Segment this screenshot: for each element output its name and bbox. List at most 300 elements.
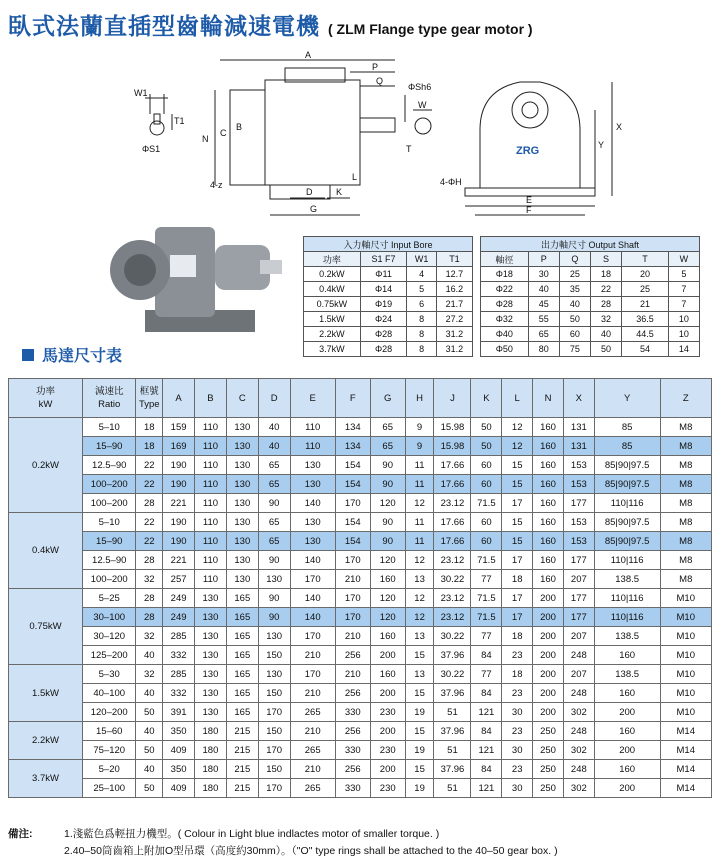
column-header	[660, 379, 711, 418]
flange-outline	[230, 90, 265, 185]
table-cell: 160	[370, 627, 405, 646]
table-cell: 160	[594, 760, 660, 779]
output-shaft-caption: 出力軸尺寸 Output Shaft	[481, 237, 700, 252]
table-cell: 65	[258, 532, 290, 551]
table-row	[9, 494, 712, 513]
table-cell: 350	[163, 760, 195, 779]
table-cell: 140	[290, 589, 335, 608]
header-label: C	[238, 392, 246, 404]
table-cell: 180	[195, 722, 227, 741]
note-line-2: 2.40–50筒齒箱上附加O型吊環（高度約30mm）。（"O" type rings shall be attached to the 40–50 gear box. )	[64, 845, 558, 857]
table-cell: 330	[335, 741, 370, 760]
table-row	[9, 532, 712, 551]
table-cell: 230	[370, 703, 405, 722]
end-view-outline	[480, 82, 580, 188]
label-K: K	[336, 187, 343, 197]
table-cell: 138.5	[594, 570, 660, 589]
table-cell: 100–200	[83, 475, 136, 494]
table-cell: 200	[533, 703, 564, 722]
table-cell: 160	[370, 570, 405, 589]
table-cell: 84	[471, 646, 502, 665]
table-cell: 9	[405, 437, 434, 456]
table-cell: 85|90|97.5	[594, 513, 660, 532]
table-cell: 23	[502, 684, 533, 703]
footnotes	[8, 826, 558, 860]
table-row	[9, 665, 712, 684]
table-cell: 210	[335, 570, 370, 589]
table-cell: 160	[533, 570, 564, 589]
table-cell: 50	[471, 437, 502, 456]
table-cell: 248	[563, 684, 594, 703]
table-cell: 170	[335, 551, 370, 570]
table-cell: 6	[407, 297, 437, 312]
table-cell: 28	[136, 608, 163, 627]
table-cell: 40	[590, 327, 621, 342]
table-cell: 8	[407, 312, 437, 327]
table-cell: 170	[335, 494, 370, 513]
table-cell: 248	[563, 646, 594, 665]
table-cell: 110	[195, 513, 227, 532]
label-E: E	[526, 195, 533, 205]
table-cell: 330	[335, 703, 370, 722]
header-label: E	[309, 392, 316, 404]
table-cell: 169	[163, 437, 195, 456]
column-header: S1 F7	[360, 252, 406, 267]
column-header	[502, 379, 533, 418]
table-cell: 130	[290, 513, 335, 532]
table-cell: 15	[502, 513, 533, 532]
table-cell: 22	[136, 456, 163, 475]
table-row	[481, 342, 700, 357]
header-label: G	[384, 392, 392, 404]
label-X: X	[616, 122, 623, 132]
table-cell: 54	[622, 342, 669, 357]
table-cell: 32	[136, 570, 163, 589]
table-cell: 40	[136, 646, 163, 665]
table-cell: 160	[533, 437, 564, 456]
table-cell: 85|90|97.5	[594, 475, 660, 494]
table-cell: 160	[533, 475, 564, 494]
table-cell: 153	[563, 475, 594, 494]
table-cell: 110	[195, 551, 227, 570]
table-cell: Φ28	[481, 297, 529, 312]
table-cell: 85	[594, 418, 660, 437]
table-cell: 130	[258, 570, 290, 589]
table-cell: 138.5	[594, 665, 660, 684]
table-cell: Φ40	[481, 327, 529, 342]
table-cell: 31.2	[436, 342, 472, 357]
column-header: S	[590, 252, 621, 267]
table-cell: 131	[563, 437, 594, 456]
header-label: Z	[682, 392, 689, 404]
column-header: Q	[559, 252, 590, 267]
table-cell: 19	[405, 703, 434, 722]
table-cell: 130	[195, 589, 227, 608]
output-shaft-table	[480, 236, 700, 357]
column-header	[594, 379, 660, 418]
table-cell: 110	[195, 437, 227, 456]
header-sublabel: kW	[38, 399, 53, 410]
table-cell: 51	[434, 779, 471, 798]
table-cell: 37.96	[434, 684, 471, 703]
table-cell: 330	[335, 779, 370, 798]
table-cell: Φ28	[360, 327, 406, 342]
table-cell: 170	[290, 570, 335, 589]
table-cell: Φ11	[360, 267, 406, 282]
table-cell: Φ28	[360, 342, 406, 357]
table-cell: 409	[163, 741, 195, 760]
table-cell: 7	[668, 282, 699, 297]
table-cell: 153	[563, 456, 594, 475]
table-cell: 20	[622, 267, 669, 282]
table-cell: Φ18	[481, 267, 529, 282]
motor-photo	[110, 215, 285, 340]
table-cell: 5–10	[83, 418, 136, 437]
label-B: B	[236, 122, 243, 132]
power-group-cell: 2.2kW	[9, 722, 83, 760]
table-cell: 2.2kW	[304, 327, 361, 342]
table-cell: 154	[335, 475, 370, 494]
table-cell: M10	[660, 646, 711, 665]
table-cell: 249	[163, 589, 195, 608]
header-label: J	[450, 392, 455, 404]
table-cell: 153	[563, 532, 594, 551]
column-header	[163, 379, 195, 418]
table-cell: 17.66	[434, 456, 471, 475]
motor-dimension-table	[8, 378, 712, 798]
label-Q: Q	[376, 76, 384, 86]
table-cell: 50	[136, 779, 163, 798]
table-cell: 8	[407, 342, 437, 357]
table-cell: 12	[405, 494, 434, 513]
table-cell: 28	[136, 551, 163, 570]
table-cell: 65	[370, 437, 405, 456]
table-cell: 4	[407, 267, 437, 282]
table-row	[9, 722, 712, 741]
table-cell: 37.96	[434, 646, 471, 665]
table-cell: 350	[163, 722, 195, 741]
column-header: 軸徑	[481, 252, 529, 267]
table-cell: 30–100	[83, 608, 136, 627]
column-header	[258, 379, 290, 418]
table-cell: 165	[226, 589, 258, 608]
label-S: ΦSh6	[408, 82, 432, 92]
table-cell: 90	[370, 513, 405, 532]
table-cell: 5	[407, 282, 437, 297]
table-cell: Φ32	[481, 312, 529, 327]
table-cell: 160	[533, 494, 564, 513]
table-cell: 200	[370, 760, 405, 779]
table-cell: 110	[290, 437, 335, 456]
header-label: A	[175, 392, 182, 404]
table-cell: 35	[559, 282, 590, 297]
table-cell: 80	[528, 342, 559, 357]
table-cell: 5–30	[83, 665, 136, 684]
table-cell: 71.5	[471, 608, 502, 627]
table-cell: 200	[533, 608, 564, 627]
table-cell: 332	[163, 684, 195, 703]
column-header: P	[528, 252, 559, 267]
table-cell: 409	[163, 779, 195, 798]
table-cell: 110	[195, 456, 227, 475]
table-cell: 110|116	[594, 608, 660, 627]
table-cell: M10	[660, 589, 711, 608]
table-cell: Φ19	[360, 297, 406, 312]
header-label: L	[514, 392, 520, 404]
table-cell: 210	[290, 722, 335, 741]
title-chinese: 臥式法蘭直插型齒輪減速電機	[8, 13, 320, 39]
table-cell: 130	[290, 456, 335, 475]
label-P: P	[372, 62, 379, 72]
table-cell: 23	[502, 760, 533, 779]
table-cell: 200	[370, 684, 405, 703]
table-cell: 15–60	[83, 722, 136, 741]
table-cell: 138.5	[594, 627, 660, 646]
table-cell: 12.5–90	[83, 456, 136, 475]
table-cell: 130	[258, 627, 290, 646]
table-cell: 110	[195, 494, 227, 513]
table-cell: 25	[559, 267, 590, 282]
table-cell: 0.2kW	[304, 267, 361, 282]
column-header	[83, 379, 136, 418]
label-D: D	[306, 187, 313, 197]
table-cell: 110	[195, 532, 227, 551]
table-cell: 0.4kW	[304, 282, 361, 297]
table-cell: 120	[370, 494, 405, 513]
column-header	[226, 379, 258, 418]
table-cell: 120	[370, 608, 405, 627]
table-cell: 110	[195, 475, 227, 494]
table-cell: 221	[163, 551, 195, 570]
table-cell: 256	[335, 646, 370, 665]
table-cell: 30	[502, 779, 533, 798]
table-row	[481, 267, 700, 282]
table-cell: 154	[335, 532, 370, 551]
header-label: B	[207, 392, 214, 404]
header-label: D	[270, 392, 278, 404]
table-cell: 177	[563, 551, 594, 570]
table-cell: 165	[226, 627, 258, 646]
header-label: Y	[623, 392, 631, 404]
table-cell: 22	[590, 282, 621, 297]
table-cell: 18	[136, 437, 163, 456]
table-cell: 71.5	[471, 589, 502, 608]
table-cell: 32	[136, 665, 163, 684]
table-cell: 5	[668, 267, 699, 282]
table-cell: 120	[370, 589, 405, 608]
table-cell: 177	[563, 494, 594, 513]
table-cell: 302	[563, 741, 594, 760]
table-cell: 249	[163, 608, 195, 627]
table-cell: 150	[258, 646, 290, 665]
table-row	[481, 327, 700, 342]
table-cell: 36.5	[622, 312, 669, 327]
table-cell: 90	[258, 608, 290, 627]
label-G: G	[310, 204, 318, 214]
label-L: L	[352, 172, 358, 182]
table-cell: 130	[290, 475, 335, 494]
table-cell: 60	[559, 327, 590, 342]
table-cell: 17.66	[434, 475, 471, 494]
table-cell: 110	[290, 418, 335, 437]
table-cell: 250	[533, 741, 564, 760]
table-cell: 250	[533, 760, 564, 779]
table-cell: 170	[258, 703, 290, 722]
table-cell: Φ24	[360, 312, 406, 327]
table-cell: Φ22	[481, 282, 529, 297]
table-row	[304, 267, 473, 282]
column-header: 功率	[304, 252, 361, 267]
table-cell: 160	[594, 646, 660, 665]
table-cell: 130	[290, 532, 335, 551]
table-cell: 40–100	[83, 684, 136, 703]
table-cell: 257	[163, 570, 195, 589]
label-W1: W1	[134, 88, 148, 98]
table-cell: 130	[226, 551, 258, 570]
table-cell: 332	[163, 646, 195, 665]
table-cell: 5–10	[83, 513, 136, 532]
table-cell: 25–100	[83, 779, 136, 798]
table-cell: 45	[528, 297, 559, 312]
table-cell: 18	[502, 627, 533, 646]
table-cell: 130	[226, 532, 258, 551]
table-cell: 170	[290, 627, 335, 646]
square-bullet-icon	[22, 349, 34, 361]
table-cell: 302	[563, 779, 594, 798]
column-header	[471, 379, 502, 418]
table-cell: 31.2	[436, 327, 472, 342]
header-label: F	[349, 392, 356, 404]
table-cell: 130	[226, 494, 258, 513]
table-cell: 150	[258, 722, 290, 741]
table-cell: 0.75kW	[304, 297, 361, 312]
table-cell: 5–20	[83, 760, 136, 779]
photo-shaft	[260, 260, 282, 274]
table-cell: 180	[195, 741, 227, 760]
label-Y: Y	[598, 140, 605, 150]
table-cell: 28	[136, 494, 163, 513]
table-row	[9, 627, 712, 646]
table-cell: 285	[163, 665, 195, 684]
table-cell: 250	[533, 722, 564, 741]
table-cell: 160	[533, 532, 564, 551]
column-header	[563, 379, 594, 418]
input-bore-table	[303, 236, 473, 357]
table-cell: 84	[471, 722, 502, 741]
table-cell: 215	[226, 741, 258, 760]
input-bore-circle	[150, 121, 164, 135]
table-cell: 230	[370, 779, 405, 798]
table-cell: 12.7	[436, 267, 472, 282]
table-cell: 248	[563, 760, 594, 779]
table-cell: 50	[471, 418, 502, 437]
table-cell: 8	[407, 327, 437, 342]
table-cell: 23.12	[434, 589, 471, 608]
table-cell: 170	[290, 665, 335, 684]
input-bore-caption: 入力軸尺寸 Input Bore	[304, 237, 473, 252]
table-cell: 130	[195, 608, 227, 627]
table-cell: 110|116	[594, 494, 660, 513]
table-cell: 265	[290, 779, 335, 798]
input-bore-key	[154, 114, 160, 124]
table-cell: 165	[226, 608, 258, 627]
table-cell: 30.22	[434, 570, 471, 589]
table-cell: 160	[594, 684, 660, 703]
table-cell: 65	[258, 456, 290, 475]
header-label: N	[544, 392, 552, 404]
table-cell: 190	[163, 513, 195, 532]
table-cell: 40	[136, 722, 163, 741]
table-cell: 40	[136, 684, 163, 703]
dimension-drawing	[120, 50, 720, 220]
table-cell: 12	[405, 608, 434, 627]
table-cell: 221	[163, 494, 195, 513]
table-cell: 23	[502, 722, 533, 741]
table-cell: 40	[136, 760, 163, 779]
table-cell: 50	[590, 342, 621, 357]
table-row	[9, 589, 712, 608]
column-header: W1	[407, 252, 437, 267]
table-cell: 200	[370, 722, 405, 741]
table-cell: M8	[660, 437, 711, 456]
power-group-cell: 1.5kW	[9, 665, 83, 722]
table-row	[9, 703, 712, 722]
table-cell: 17	[502, 551, 533, 570]
table-row	[9, 456, 712, 475]
table-cell: 65	[258, 475, 290, 494]
table-cell: 200	[533, 684, 564, 703]
table-cell: 65	[258, 513, 290, 532]
table-cell: 200	[370, 646, 405, 665]
table-cell: 15	[405, 646, 434, 665]
label-T: T	[406, 144, 412, 154]
table-cell: 15	[502, 456, 533, 475]
table-cell: 140	[290, 608, 335, 627]
table-cell: 1.5kW	[304, 312, 361, 327]
header-label: H	[416, 392, 423, 404]
table-cell: 10	[668, 327, 699, 342]
table-cell: 77	[471, 665, 502, 684]
table-cell: 15	[405, 760, 434, 779]
table-cell: 210	[290, 684, 335, 703]
table-cell: 30–120	[83, 627, 136, 646]
table-cell: 18	[590, 267, 621, 282]
table-cell: 150	[258, 684, 290, 703]
table-cell: 130	[226, 437, 258, 456]
table-cell: M8	[660, 475, 711, 494]
column-header: T	[622, 252, 669, 267]
label-W: W	[418, 100, 427, 110]
table-cell: 165	[226, 665, 258, 684]
label-N: N	[202, 134, 209, 144]
table-cell: 180	[195, 760, 227, 779]
table-cell: 18	[502, 665, 533, 684]
table-row	[9, 608, 712, 627]
table-cell: 85|90|97.5	[594, 456, 660, 475]
table-cell: 134	[335, 418, 370, 437]
table-cell: 170	[335, 608, 370, 627]
column-header	[434, 379, 471, 418]
table-cell: 165	[226, 684, 258, 703]
table-cell: 23.12	[434, 551, 471, 570]
table-cell: 170	[258, 741, 290, 760]
table-cell: 140	[290, 494, 335, 513]
table-row	[9, 551, 712, 570]
table-cell: 90	[370, 475, 405, 494]
table-cell: 12	[405, 551, 434, 570]
table-cell: 14	[668, 342, 699, 357]
table-cell: 200	[594, 741, 660, 760]
